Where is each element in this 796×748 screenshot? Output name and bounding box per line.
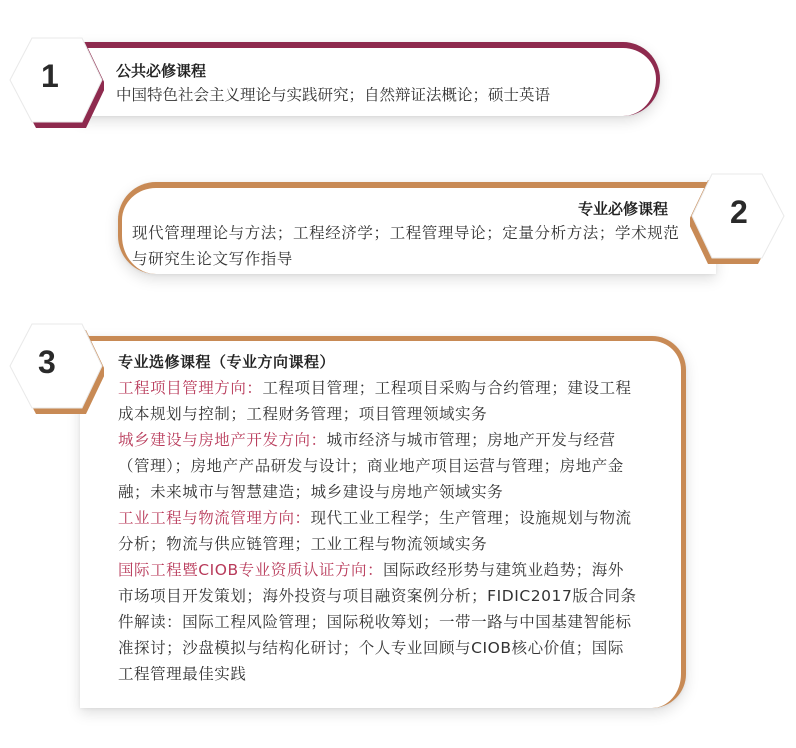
direction-1-name: 工程项目管理方向： <box>118 379 263 397</box>
direction-3-courses: 现代工业工程学；生产管理；设施规划与物流分析；物流与供应链管理；工业工程与物流领域实务 <box>118 509 632 553</box>
direction-3-name: 工业工程与物流管理方向： <box>118 509 311 527</box>
direction-2-name: 城乡建设与房地产开发方向： <box>118 431 327 449</box>
section-3-number: 3 <box>38 344 56 380</box>
section-2-card <box>118 182 716 274</box>
section-1-title: 公共必修课程 <box>116 62 207 80</box>
section-3-courses <box>118 375 638 687</box>
section-3-card <box>80 336 686 708</box>
section-2-title: 专业必修课程 <box>577 200 668 218</box>
section-1-courses: 中国特色社会主义理论与实践研究；自然辩证法概论；硕士英语 <box>116 86 551 104</box>
direction-1-courses: 工程项目管理；工程项目采购与合约管理；建设工程成本规划与控制；工程财务管理；项目管理领域实务 <box>118 379 632 423</box>
section-2-number: 2 <box>730 194 748 230</box>
direction-4-courses: 国际政经形势与建筑业趋势；海外市场项目开发策划；海外投资与项目融资案例分析；FIDIC2017版合同条件解读：国际工程风险管理；国际税收筹划；一带一路与中国基建智能标准探讨；沙盘模拟与结构化研讨；个人专业回顾与CIOB核心价值；国际工程管理最佳实践 <box>118 561 637 683</box>
section-1-number: 1 <box>41 58 59 94</box>
section-3-title: 专业选修课程（专业方向课程） <box>118 353 336 371</box>
section-1-card <box>78 42 660 116</box>
section-2-courses: 现代管理理论与方法；工程经济学；工程管理导论；定量分析方法；学术规范与研究生论文写作指导 <box>132 224 680 268</box>
direction-2-courses: 城市经济与城市管理；房地产开发与经营（管理）；房地产产品研发与设计；商业地产项目运营与管理；房地产金融；未来城市与智慧建造；城乡建设与房地产领域实务 <box>118 431 624 501</box>
direction-4-name: 国际工程暨CIOB专业资质认证方向： <box>118 561 384 579</box>
